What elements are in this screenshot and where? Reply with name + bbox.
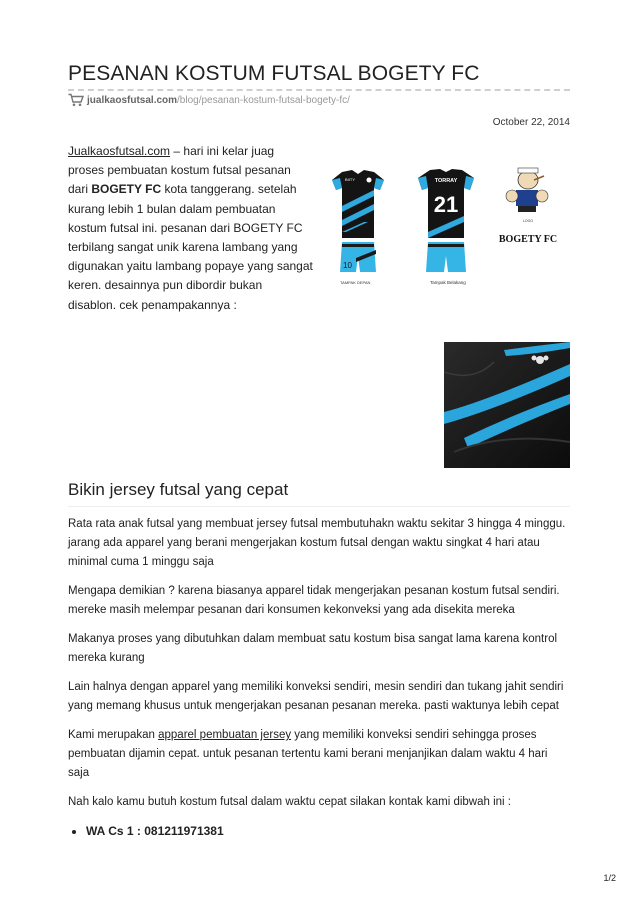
page-number: 1/2 (603, 873, 616, 883)
section-heading: Bikin jersey futsal yang cepat (68, 480, 289, 499)
paragraph-1: Rata rata anak futsal yang membuat jersey futsal membutuhakn waktu sekitar 3 hingga 4 minggu. jarang ada apparel yang berani mengerjakan kostum futsal dengan waktu singkat 4 hari atau minimal cuma 1 minggu saja (68, 518, 566, 568)
source-domain[interactable]: jualkaosfutsal.com (87, 94, 178, 106)
shorts-number: 10 (343, 261, 352, 270)
paragraph-3: Makanya proses yang dibutuhkan dalam membuat satu kostum bisa sangat lama karena kontrol mereka kurang (68, 633, 558, 664)
jersey-closeup-photo (444, 342, 570, 468)
logo-team-name: BOGETY FC (498, 234, 558, 245)
heading-divider (68, 506, 570, 507)
intro-text-1: – hari ini kelar juag proses pembuatan kostum futsal pesanan dari (68, 144, 291, 197)
cart-icon (68, 93, 84, 107)
source-path[interactable]: /blog/pesanan-kostum-futsal-bogety-fc/ (177, 94, 350, 106)
paragraph-5 (68, 726, 570, 783)
front-caption: TAMPAK DEPAN (340, 280, 371, 285)
back-caption: Tampak Belakang (430, 280, 466, 285)
team-name-bold: BOGETY FC (91, 182, 162, 197)
title-divider (68, 89, 570, 91)
contact-list (68, 822, 570, 841)
back-number: 21 (433, 192, 459, 217)
back-name: TORRAY (434, 178, 458, 184)
paragraph-4: Lain halnya dengan apparel yang memiliki konveksi sendiri, mesin sendiri dan tukang jahit sendiri yang memang khusus untuk mengerjakan pesanan pesanan mereka. pasti waktunya lebih cepat (68, 681, 564, 712)
contact-item: • WA Cs 1 : 081211971381 (86, 822, 570, 841)
intro-paragraph (68, 142, 313, 315)
paragraph-2: Mengapa demikian ? karena biasanya apparel tidak mengerjakan pesanan kostum futsal sendiri. mereke masih melempar pesanan dari konsumen kekonveksi yang ada disekita mereka (68, 585, 560, 616)
intro-text-2: kota tanggerang. setelah kurang lebih 1 bulan dalam pembuatan kostum futsal ini. pesanan dari BOGETY FC terbilang sangat unik karena lambang yang digunakan yaitu lambang popaye yang sangat keren. desainnya pun dibordir bukan disablon. cek penampakannya : (68, 182, 313, 312)
source-line (68, 92, 350, 108)
p5-before: Kami merupakan (68, 729, 159, 741)
post-date: October 22, 2014 (492, 117, 570, 128)
logo-caption: LOGO (522, 219, 534, 223)
apparel-link[interactable]: apparel pembuatan jersey (158, 729, 292, 741)
jersey-design-image (318, 160, 570, 305)
p5-after: yang memiliki konveksi sendiri sehingga proses pembuatan dijamin cepat. untuk pesanan tertentu kami berani menjanjikan dalam waktu 4 hari saja (68, 729, 548, 779)
site-link[interactable]: Jualkaosfutsal.com (68, 144, 171, 158)
article-title: PESANAN KOSTUM FUTSAL BOGETY FC (68, 62, 480, 85)
section-body (68, 515, 570, 841)
paragraph-6: Nah kalo kamu butuh kostum futsal dalam waktu cepat silakan kontak kami dibwah ini : (68, 796, 511, 808)
front-jersey-label: BIITY (345, 177, 356, 182)
